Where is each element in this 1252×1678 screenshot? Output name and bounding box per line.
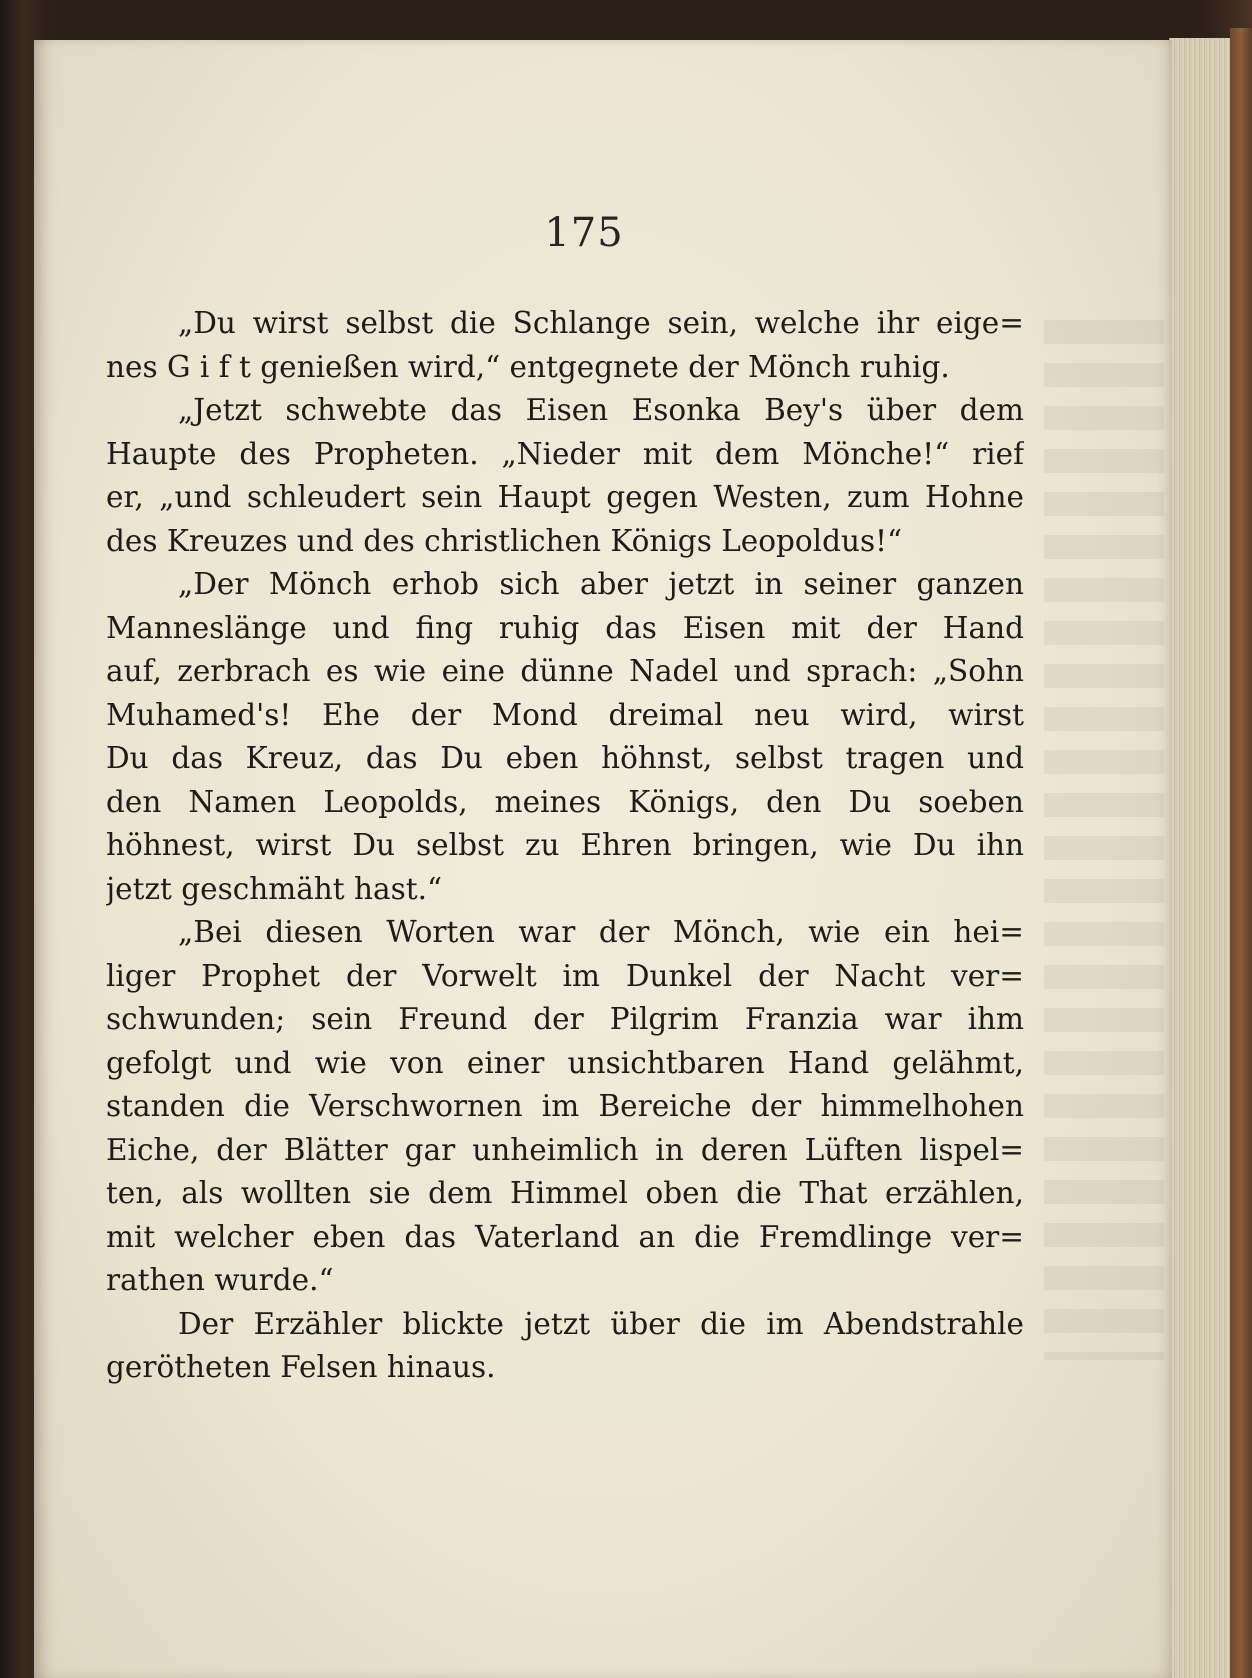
text-line: gefolgt und wie von einer unsichtbaren Hand gelähmt, [106, 1045, 1024, 1080]
text-line: Eiche, der Blätter gar unheimlich in deren Lüften lispel= [106, 1132, 1024, 1167]
text-line: Muhamed's! Ehe der Mond dreimal neu wird, wirst [106, 697, 1024, 732]
text-line: höhnest, wirst Du selbst zu Ehren bringen, wie Du ihn [106, 828, 1024, 862]
text-line: Du das Kreuz, das Du eben höhnst, selbst tragen und [106, 741, 1024, 775]
text-line: Haupte des Propheten. „Nieder mit dem Mönche!“ rief [106, 436, 1024, 471]
text-line: „Der Mönch erhob sich aber jetzt in seiner ganzen [178, 567, 1024, 601]
book-page [34, 40, 1172, 1678]
paragraph [106, 302, 1024, 389]
text-line: „Du wirst selbst die Schlange sein, welche ihr eige= [178, 306, 1024, 340]
text-line: standen die Verschwornen im Bereiche der himmelhohen [106, 1089, 1024, 1123]
text-line: Der Erzähler blickte jetzt über die im Abendstrahle [178, 1306, 1024, 1341]
text-line: liger Prophet der Vorwelt im Dunkel der Nacht ver= [106, 958, 1024, 993]
text-line: Manneslänge und fing ruhig das Eisen mit der Hand [106, 610, 1024, 645]
page-number: 175 [544, 210, 624, 256]
paragraph [106, 911, 1024, 1303]
paragraph [106, 563, 1024, 911]
text-line: des Kreuzes und des christlichen Königs Leopoldus!“ [106, 523, 903, 558]
text-line: nes G i f t genießen wird,“ entgegnete der Mönch ruhig. [106, 349, 950, 384]
text-line: gerötheten Felsen hinaus. [106, 1350, 496, 1384]
text-line: den Namen Leopolds, meines Königs, den Du soeben [106, 784, 1024, 819]
text-line: ten, als wollten sie dem Himmel oben die That erzählen, [106, 1176, 1024, 1210]
paragraph [106, 389, 1024, 563]
page-stack-edges [1169, 38, 1230, 1678]
text-line: mit welcher eben das Vaterland an die Fremdlinge ver= [106, 1219, 1024, 1254]
text-line: er, „und schleudert sein Haupt gegen Westen, zum Hohne [106, 480, 1024, 514]
body-text [106, 302, 1024, 1390]
text-line: jetzt geschmäht hast.“ [106, 871, 443, 906]
book-cover-edge [1230, 28, 1252, 1678]
show-through-text [1044, 320, 1164, 1360]
paragraph [106, 1303, 1024, 1390]
text-line: auf, zerbrach es wie eine dünne Nadel und sprach: „Sohn [106, 654, 1024, 688]
text-line: schwunden; sein Freund der Pilgrim Franzia war ihm [106, 1002, 1024, 1036]
text-line: rathen wurde.“ [106, 1263, 334, 1297]
text-line: „Bei diesen Worten war der Mönch, wie ein hei= [178, 915, 1024, 949]
text-line: „Jetzt schwebte das Eisen Esonka Bey's über dem [178, 393, 1024, 427]
